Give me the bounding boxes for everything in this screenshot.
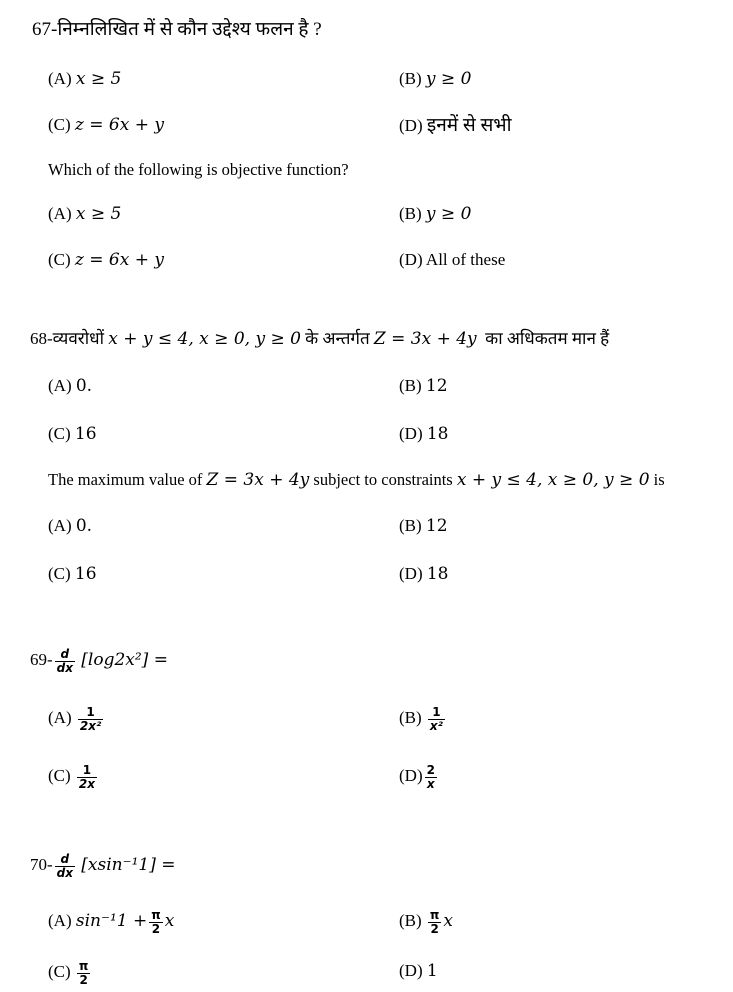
q67-hi-option-d	[399, 116, 512, 135]
frac-den: 2	[430, 921, 439, 936]
q69-option-a	[48, 706, 105, 732]
q67-english-question: Which of the following is objective function?	[48, 160, 349, 179]
option-label: (D)	[399, 424, 423, 443]
q67-en-option-b	[399, 205, 471, 223]
option-fraction	[78, 706, 103, 732]
q68-en-option-c	[48, 565, 97, 583]
q69-number: 69-	[30, 650, 53, 669]
option-label: (A)	[48, 69, 72, 88]
option-math: y ≥ 0	[425, 204, 472, 224]
q67-en-option-c	[48, 251, 164, 269]
option-label: (B)	[399, 516, 422, 535]
q70-expression: [xsin⁻¹1] =	[81, 855, 176, 875]
q68-number: 68-	[30, 329, 53, 348]
deriv-den: dx	[56, 660, 74, 675]
option-label: (D)	[399, 766, 423, 785]
option-label: (D)	[399, 564, 423, 583]
option-fraction	[425, 764, 437, 790]
frac-den: x²	[429, 718, 443, 733]
option-label: (B)	[399, 911, 422, 930]
option-label: (C)	[48, 564, 71, 583]
q67-hi-option-b	[399, 70, 471, 88]
frac-num: 2	[426, 763, 435, 777]
frac-num: 1	[78, 706, 103, 720]
deriv-den: dx	[56, 865, 74, 880]
frac-num: 1	[77, 764, 97, 778]
option-math: z = 6x + y	[74, 250, 164, 270]
frac-den: 2x	[78, 776, 96, 791]
q68-en-option-a	[48, 517, 92, 535]
option-label: (D)	[399, 116, 423, 135]
option-label: (B)	[399, 376, 422, 395]
q67-hindi-text: निम्नलिखित में से कौन उद्देश्य फलन है ?	[57, 19, 322, 40]
frac-den: x	[426, 776, 435, 791]
option-label: (D)	[399, 961, 423, 980]
q68-english-question	[48, 472, 665, 489]
option-math-post: x	[443, 911, 454, 931]
option-math: x ≥ 5	[75, 69, 122, 89]
q67-hindi-question	[32, 20, 322, 39]
q69-question	[30, 648, 168, 674]
q68-english-objective-math: Z = 3x + 4y	[206, 470, 310, 490]
option-label: (A)	[48, 911, 72, 930]
q69-option-d	[399, 764, 439, 790]
option-label: (D)	[399, 250, 423, 269]
option-value: 12	[425, 376, 448, 396]
q68-hindi-pre: व्यवरोधों	[52, 329, 105, 348]
option-text: इनमें से सभी	[426, 115, 512, 136]
q69-option-b	[399, 706, 447, 732]
frac-num: π	[78, 959, 89, 973]
option-value: 12	[425, 516, 448, 536]
q70-option-d	[399, 962, 438, 980]
q68-hindi-question	[30, 330, 609, 348]
option-label: (B)	[399, 204, 422, 223]
q70-number: 70-	[30, 855, 53, 874]
option-fraction	[428, 706, 445, 732]
option-value: 16	[74, 564, 97, 584]
frac-num: π	[429, 908, 440, 922]
q68-english-constraints-math: x + y ≤ 4, x ≥ 0, y ≥ 0	[456, 470, 650, 490]
option-label: (B)	[399, 69, 422, 88]
q68-hi-option-d	[399, 425, 449, 443]
q70-option-a	[48, 909, 174, 935]
frac-den: 2	[79, 972, 88, 987]
q68-hi-option-a	[48, 377, 92, 395]
option-value: 0.	[75, 376, 93, 396]
q67-en-option-a	[48, 205, 121, 223]
frac-den: 2x²	[79, 718, 102, 733]
option-fraction	[428, 909, 442, 935]
option-label: (C)	[48, 766, 71, 785]
deriv-num: d	[60, 852, 70, 866]
option-value: 16	[74, 424, 97, 444]
option-fraction	[149, 909, 163, 935]
q68-hi-option-c	[48, 425, 97, 443]
q67-number: 67-	[32, 19, 58, 40]
option-label: (A)	[48, 516, 72, 535]
option-label: (A)	[48, 376, 72, 395]
q70-derivative	[55, 853, 75, 879]
q68-constraints-math: x + y ≤ 4, x ≥ 0, y ≥ 0	[108, 329, 301, 349]
option-math-post: x	[164, 911, 175, 931]
deriv-num: d	[60, 647, 70, 661]
option-label: (C)	[48, 250, 71, 269]
q68-en-option-d	[399, 565, 449, 583]
q69-derivative	[55, 648, 75, 674]
frac-num: π	[151, 908, 161, 922]
q68-en-option-b	[399, 517, 448, 535]
q68-hindi-post: का अधिकतम मान हैं	[485, 329, 610, 348]
q68-english-pre: The maximum value of	[48, 470, 203, 489]
option-value: 18	[426, 564, 449, 584]
option-value: 18	[426, 424, 449, 444]
q68-hi-option-b	[399, 377, 448, 395]
option-label: (A)	[48, 708, 72, 727]
option-label: (C)	[48, 424, 71, 443]
option-math: y ≥ 0	[425, 69, 472, 89]
option-math-pre: sin⁻¹1 +	[75, 911, 148, 931]
frac-den: 2	[151, 921, 161, 936]
option-label: (B)	[399, 708, 422, 727]
option-math: x ≥ 5	[75, 204, 122, 224]
option-math: z = 6x + y	[74, 115, 164, 135]
frac-num: 1	[428, 706, 445, 720]
q67-hi-option-a	[48, 70, 121, 88]
q68-objective-math: Z = 3x + 4y	[373, 329, 477, 349]
q67-en-option-d	[399, 251, 505, 268]
q68-english-post: is	[653, 470, 665, 489]
q68-hindi-mid: के अन्तर्गत	[305, 329, 370, 348]
option-fraction	[77, 960, 91, 986]
q67-hi-option-c	[48, 116, 164, 134]
q70-question	[30, 853, 175, 879]
q69-option-c	[48, 764, 99, 790]
q70-option-b	[399, 909, 453, 935]
option-fraction	[77, 764, 97, 790]
option-label: (C)	[48, 115, 71, 134]
q70-option-c	[48, 960, 92, 986]
option-label: (C)	[48, 962, 71, 981]
option-text: All of these	[425, 250, 506, 269]
q68-english-mid: subject to constraints	[313, 470, 453, 489]
q69-expression: [log2x²] =	[81, 650, 168, 670]
option-value: 0.	[75, 516, 93, 536]
option-value: 1	[426, 961, 438, 981]
option-label: (A)	[48, 204, 72, 223]
